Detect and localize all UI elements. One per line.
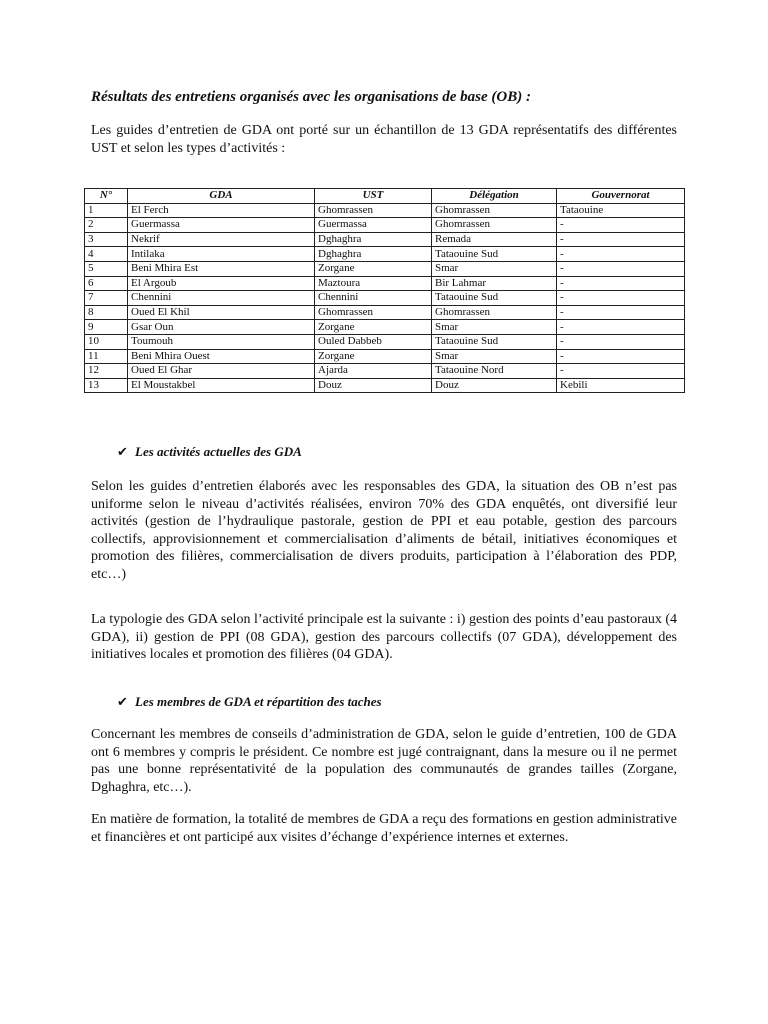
- members-paragraph-2: En matière de formation, la totalité de membres de GDA a reçu des formations en gestion administrative et financières et ont participé aux visites d’échange d’expérience internes et externes.: [91, 812, 677, 845]
- cell-delegation: Ghomrassen: [432, 305, 557, 320]
- table-row: [85, 232, 685, 247]
- cell-gouvernorat: -: [557, 218, 685, 233]
- cell-gda: Beni Mhira Ouest: [128, 349, 315, 364]
- cell-delegation: Tataouine Sud: [432, 247, 557, 262]
- cell-gda: Beni Mhira Est: [128, 261, 315, 276]
- cell-gouvernorat: Tataouine: [557, 203, 685, 218]
- cell-ust: Zorgane: [315, 320, 432, 335]
- cell-delegation: Tataouine Nord: [432, 364, 557, 379]
- check-icon: ✔: [117, 445, 128, 460]
- cell-ust: Guermassa: [315, 218, 432, 233]
- table-row: [85, 378, 685, 393]
- table-row: [85, 261, 685, 276]
- cell-gouvernorat: -: [557, 349, 685, 364]
- cell-gouvernorat: Kebili: [557, 378, 685, 393]
- cell-no: 2: [85, 218, 128, 233]
- cell-delegation: Smar: [432, 261, 557, 276]
- cell-gda: Intilaka: [128, 247, 315, 262]
- cell-delegation: Ghomrassen: [432, 203, 557, 218]
- cell-ust: Chennini: [315, 291, 432, 306]
- cell-no: 10: [85, 334, 128, 349]
- table-row: [85, 276, 685, 291]
- subheading-activities-label: Les activités actuelles des GDA: [135, 444, 302, 459]
- cell-no: 7: [85, 291, 128, 306]
- table-row: [85, 320, 685, 335]
- cell-no: 13: [85, 378, 128, 393]
- cell-delegation: Tataouine Sud: [432, 334, 557, 349]
- cell-gda: El Moustakbel: [128, 378, 315, 393]
- cell-no: 9: [85, 320, 128, 335]
- cell-ust: Douz: [315, 378, 432, 393]
- cell-ust: Zorgane: [315, 349, 432, 364]
- cell-gda: Oued El Ghar: [128, 364, 315, 379]
- cell-gouvernorat: -: [557, 305, 685, 320]
- cell-ust: Dghaghra: [315, 232, 432, 247]
- table-row: [85, 349, 685, 364]
- cell-gda: El Ferch: [128, 203, 315, 218]
- cell-ust: Zorgane: [315, 261, 432, 276]
- header-gouvernorat: Gouvernorat: [557, 189, 685, 204]
- subheading-members-label: Les membres de GDA et répartition des taches: [135, 694, 382, 709]
- cell-gouvernorat: -: [557, 276, 685, 291]
- cell-no: 11: [85, 349, 128, 364]
- cell-no: 6: [85, 276, 128, 291]
- cell-no: 5: [85, 261, 128, 276]
- cell-no: 3: [85, 232, 128, 247]
- cell-delegation: Smar: [432, 349, 557, 364]
- table-row: [85, 218, 685, 233]
- cell-delegation: Smar: [432, 320, 557, 335]
- cell-gouvernorat: -: [557, 291, 685, 306]
- cell-delegation: Remada: [432, 232, 557, 247]
- cell-no: 8: [85, 305, 128, 320]
- header-delegation: Délégation: [432, 189, 557, 204]
- cell-ust: Dghaghra: [315, 247, 432, 262]
- cell-delegation: Ghomrassen: [432, 218, 557, 233]
- cell-no: 12: [85, 364, 128, 379]
- table-row: [85, 364, 685, 379]
- cell-ust: Ghomrassen: [315, 305, 432, 320]
- intro-paragraph: Les guides d’entretien de GDA ont porté sur un échantillon de 13 GDA représentatifs des différentes UST et selon les types d’activités :: [91, 123, 677, 156]
- subheading-activities: [117, 444, 302, 460]
- cell-ust: Ouled Dabbeb: [315, 334, 432, 349]
- cell-gda: Gsar Oun: [128, 320, 315, 335]
- cell-gda: El Argoub: [128, 276, 315, 291]
- cell-gouvernorat: -: [557, 247, 685, 262]
- cell-gouvernorat: -: [557, 364, 685, 379]
- members-paragraph-1: Concernant les membres de conseils d’administration de GDA, selon le guide d’entretien, 100 de GDA ont 6 membres y compris le président. Ce nombre est jugé contraignant, dans la mesure ou il ne permet pas une bonne représentativité de la population des communautés de grandes tailles (Zorgane, Dghaghra, etc…).: [91, 727, 677, 795]
- subheading-members: [117, 694, 382, 710]
- cell-ust: Ghomrassen: [315, 203, 432, 218]
- table-row: [85, 203, 685, 218]
- section-heading: Résultats des entretiens organisés avec les organisations de base (OB) :: [91, 89, 532, 105]
- cell-gda: Chennini: [128, 291, 315, 306]
- table-row: [85, 247, 685, 262]
- table-row: [85, 291, 685, 306]
- check-icon: ✔: [117, 695, 128, 710]
- cell-gda: Guermassa: [128, 218, 315, 233]
- cell-no: 4: [85, 247, 128, 262]
- cell-gouvernorat: -: [557, 261, 685, 276]
- cell-no: 1: [85, 203, 128, 218]
- activities-paragraph-1: Selon les guides d’entretien élaborés avec les responsables des GDA, la situation des OB n’est pas uniforme selon le niveau d’activités réalisées, environ 70% des GDA enquêtés, ont diversifié leur activités (gestion de l’hydraulique pastorale, gestion de PPI et eau potable, gestion des parcours collectifs, approvisionnement et commercialisation d’aliments de bétail, initiatives économiques et promotion des filières, commercialisation de divers produits, participation à l’élaboration des PDP, etc…): [91, 479, 677, 582]
- gda-table: [84, 188, 685, 393]
- header-no: N°: [85, 189, 128, 204]
- cell-gouvernorat: -: [557, 334, 685, 349]
- activities-paragraph-2: La typologie des GDA selon l’activité principale est la suivante : i) gestion des points d’eau pastoraux (4 GDA), ii) gestion de PPI (08 GDA), gestion des parcours collectifs (07 GDA), développement des initiatives locales et promotion des filières (04 GDA).: [91, 612, 677, 662]
- cell-gda: Toumouh: [128, 334, 315, 349]
- cell-gda: Oued El Khil: [128, 305, 315, 320]
- cell-gouvernorat: -: [557, 232, 685, 247]
- header-ust: UST: [315, 189, 432, 204]
- table-header-row: [85, 189, 685, 204]
- cell-delegation: Douz: [432, 378, 557, 393]
- cell-gda: Nekrif: [128, 232, 315, 247]
- cell-ust: Maztoura: [315, 276, 432, 291]
- table-row: [85, 334, 685, 349]
- header-gda: GDA: [128, 189, 315, 204]
- cell-delegation: Bir Lahmar: [432, 276, 557, 291]
- table-row: [85, 305, 685, 320]
- cell-gouvernorat: -: [557, 320, 685, 335]
- cell-ust: Ajarda: [315, 364, 432, 379]
- cell-delegation: Tataouine Sud: [432, 291, 557, 306]
